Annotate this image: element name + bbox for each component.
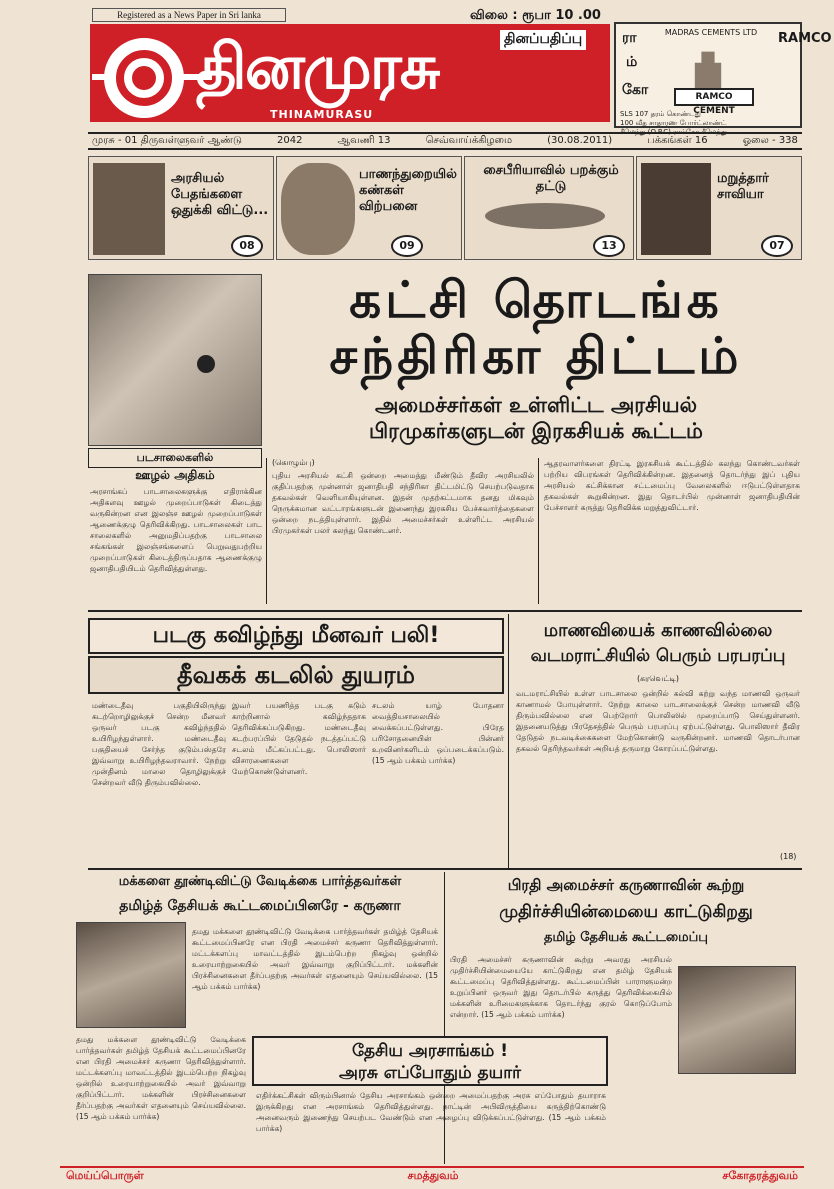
- lead-subhead-line1: அமைச்சர்கள் உள்ளிட்ட அரசியல்: [374, 393, 698, 417]
- lead-photo-caption-box: படசாலைகளில்: [88, 448, 262, 468]
- dateline: [88, 132, 802, 150]
- tna-photo: [678, 966, 796, 1074]
- ufo-image: [485, 203, 605, 229]
- masthead-english: THINAMURASU: [270, 108, 374, 121]
- dateline-issue: முரசு - 01 திருவள்ளுவர் ஆண்டு: [92, 135, 242, 146]
- ad-ra: ரா: [622, 30, 637, 46]
- microphone-icon: [197, 355, 215, 373]
- ad-line2: 100 வீத சாதாரண போர்ட்லாண்ட்: [620, 119, 727, 127]
- ad-m: ம்: [626, 54, 638, 70]
- student-page-ref: (18): [780, 852, 797, 861]
- lead-body-right: ஆதரவாளர்களை திரட்டி இரகசியக் கூட்டத்தில் கலந்து கொண்டவர்கள் பற்றிய விபரங்கள் தெரிவிக்கின்றன. இதனைத் தொடர்ந்து இப் புதிய அரசியல் கட்சிக்கான சட்டமைப்பு வேலைகளில் ஈடுபட்டுள்ளதாக தகவல்கள் கூறுகின்றன. இது தொடர்பில் முன்னாள் ஜனாதிபதியின் பேச்சாளர் கருத்து தெரிவிக்க மறுத்துவிட்டார்.: [544, 459, 800, 512]
- daily-edition-label: தினப்பதிப்பு: [500, 30, 586, 50]
- price-label: விலை : ரூபா 10 .00: [470, 8, 601, 23]
- lead-subhead: [270, 392, 802, 444]
- teaser-4-photo: [641, 163, 711, 255]
- boat-body-b: இவர் பயணித்த படகு கடும் காற்றினால் கவிழ்ந்ததாக தெரிவிக்கப்படுகிறது. மண்டைதீவு கடற்பரப்பில் தேடுதல் நடத்தப்பட்டு சடலம் மீட்கப்பட்டது. பொலிஸார் விசாரணைகளை மேற்கொண்டுள்ளனர்.: [232, 701, 366, 776]
- tna-headline-1[interactable]: பிரதி அமைச்சர் கருணாவின் கூற்று: [507, 876, 745, 894]
- ad-line3: சீமெந்து (O.P.C) ராம்கோ சீமெந்து: [620, 128, 727, 136]
- teaser-3[interactable]: [464, 156, 634, 260]
- lead-dateline-tag: (கொழும்பு): [272, 458, 315, 467]
- teaser-4-text: மறுத்தார் சாவியா: [717, 171, 769, 202]
- target-icon: [104, 38, 184, 118]
- boat-body-c: சடலம் யாழ் போதனா வைத்தியசாலையில் வைக்கப்பட்டுள்ளது. பிரேத பரிசோதனையின் பின்னர் உறவினர்களிடம் ஒப்படைக்கப்படும். (15 ஆம் பக்கம் பார்க்க): [372, 701, 504, 765]
- registration-note: Registered as a News Paper in Sri lanka: [92, 8, 286, 22]
- student-headline[interactable]: மாணவியைக் காணவில்லை: [543, 620, 773, 641]
- lead-photo-caption: ஊழல் அதிகம்: [135, 468, 215, 482]
- tna-body: பிரதி அமைச்சர் கருணாவின் கூற்று அவரது அரசியல் முதிர்ச்சியின்மையையே காட்டுகிறது என தமிழ் தேசியக் கூட்டமைப்பு தெரிவித்துள்ளது. கூட்டமைப்பின் பாராளுமன்ற உறுப்பினர் ஒருவர் இது தொடர்பில் கருத்து தெரிவிக்கையில் மக்களின் உரிமைகளுக்காக தொடர்ந்து குரல் கொடுப்போம் என்றார். (15 ஆம் பக்கம் பார்க்க): [450, 955, 672, 1019]
- natgov-headline-2: அரசு எப்போதும் தயார்: [339, 1063, 521, 1083]
- karuna-body-cont: தமது மக்களை தூண்டிவிட்டு வேடிக்கை பார்த்தவர்கள் தமிழ்த் தேசியக் கூட்டமைப்பினரே என பிரதி அமைச்சர் கருணா தெரிவித்துள்ளார். மட்டக்களப்பு மாவட்டத்தில் இடம்பெற்ற நிகழ்வு ஒன்றில் உரையாற்றுகையில் அவர் இவ்வாறு குறிப்பிட்டார். மக்களின் பிரச்சினைகளை தீர்ப்பதற்கு அவர்கள் எதனையும் செய்யவில்லை. (15 ஆம் பக்கம் பார்க்க): [76, 1035, 246, 1121]
- teaser-1-photo: [93, 163, 165, 255]
- lead-body-mid: புதிய அரசியல் கட்சி ஒன்றை அமைத்து மீண்டும் தீவிர அரசியலில் குதிப்பதற்கு முன்னாள் ஜனாதிபதி சந்திரிகா திட்டமிட்டு செயற்படுவதாக தகவல்கள் வெளியாகியுள்ளன. இதன் முதற்கட்டமாக தனது மிகவும் நெருக்கமான வட்டாரங்களுடன் இணைந்து இரகசிய பேச்சுவார்த்தைகளை ஒன்றை நடத்தியுள்ளார். இதில் அமைச்சர்கள் உள்ளிட்ட அரசியல் பிரமுகர்கள் பலர் கலந்து கொண்டனர்.: [272, 471, 534, 535]
- teaser-4[interactable]: [636, 156, 802, 260]
- school-corruption-body: அரசாங்கப் பாடசாலைகளுக்கு எதிராக்கின அதிகளவு ஊழல் முறைப்பாடுகள் கிடைத்து வருகின்றன என இலஞ்ச ஊழல் முறைப்பாடுகள் ஆணைக்குழு தெரிவிக்கிறது. பாடசாலைகள் பாட சாலைகளில் அனுமதிப்பதற்கு பாடசாலை சங்கங்கள் இலஞ்சங்களைப் பெறுவதுபற்றிய முறைப்பாடுகள் கிடைத்திருப்பதாக ஆணைக்குழு ஜனாதிபதியிடம் தெரிவித்துள்ளது.: [90, 487, 262, 573]
- natgov-body: எதிர்க்கட்சிகள் விரும்பினால் தேசிய அரசாங்கம் ஒன்றை அமைப்பதற்கு அரசு எப்போதும் தயாராக இருக்கிறது என அரசாங்கம் தெரிவித்துள்ளது. நாட்டின் அபிவிருத்தியை கருத்திற்கொண்டு அனைவரும் இணைந்து செயற்பட வேண்டும் என அழைப்பு விடுக்கப்பட்டுள்ளது. (15 ஆம் பக்கம் பார்க்க): [256, 1091, 606, 1133]
- dateline-date: (30.08.2011): [547, 135, 613, 146]
- student-tag: (கரவெட்டி): [636, 674, 680, 683]
- ad-company: MADRAS CEMENTS LTD: [664, 28, 758, 37]
- ad-sls-line: SLS 107 தரம் கொண்டது: [620, 110, 701, 118]
- lead-headline-line1: கட்சி தொடங்க: [349, 271, 723, 329]
- teaser-2-page: 09: [391, 235, 423, 257]
- teaser-3-text: சைபீரியாவில் பறக்கும் தட்டு: [483, 163, 619, 194]
- natgov-headline-1: தேசிய அரசாங்கம் !: [351, 1041, 509, 1061]
- boat-subhead: தீவகக் கடலில் துயரம்: [88, 656, 504, 694]
- teaser-2-text: பாணந்துறையில் கண்கள் விற்பனை: [359, 167, 457, 214]
- student-body: வடமராட்சியில் உள்ள பாடசாலை ஒன்றில் கல்வி கற்று வந்த மாணவி ஒருவர் காணாமல் போயுள்ளார். நேற்று காலை பாடசாலைக்குச் சென்ற மாணவி வீடு திரும்பவில்லை என பெற்றோர் பொலிஸில் முறைப்பாடு செய்துள்ளனர். இதனையடுத்து பிரதேசத்தில் பெரும் பரபரப்பு ஏற்பட்டுள்ளது. பொலிஸார் தீவிர தேடுதல் நடவடிக்கைகளை மேற்கொண்டு வருகின்றனர். மாணவி தொடர்பான தகவல் தெரிந்தவர்கள் அறியத் தருமாறு கோரப்பட்டுள்ளது.: [516, 689, 800, 753]
- teaser-1-page: 08: [231, 235, 263, 257]
- dateline-edition: ஓலை - 338: [742, 135, 798, 146]
- boat-headline[interactable]: படகு கவிழ்ந்து மீனவர் பலி!: [88, 618, 504, 654]
- student-subhead: வடமராட்சியில் பெரும் பரபரப்பு: [530, 646, 786, 666]
- tna-headline-3: தமிழ் தேசியக் கூட்டமைப்பு: [544, 930, 708, 945]
- boat-body-a: மண்டைதீவு பகுதியிலிருந்து கடற்றொழிலுக்குச் சென்ற மீனவர் ஒருவர் படகு கவிழ்ந்ததில் உயிரிழந்துள்ளார். மண்டைதீவு பகுதியைச் சேர்ந்த குடும்பஸ்தரே இவ்வாறு உயிரிழந்தவராவார். நேற்று முன்தினம் மாலை தொழிலுக்குச் சென்றவர் வீடு திரும்பவில்லை.: [92, 701, 226, 787]
- teaser-2-eye-photo: [281, 163, 355, 255]
- teaser-1-text: அரசியல் பேதங்களை ஒதுக்கி விட்டு...: [171, 171, 269, 218]
- teaser-3-page: 13: [593, 235, 625, 257]
- teaser-2[interactable]: [276, 156, 462, 260]
- tna-headline-2: முதிர்ச்சியின்மையை காட்டுகிறது: [499, 902, 753, 922]
- ad-ramco-vertical: RAMCO: [778, 31, 832, 46]
- dateline-day: செவ்வாய்க்கிழமை: [425, 135, 513, 146]
- dateline-year: 2042: [276, 135, 303, 146]
- ad-ko: கோ: [622, 82, 649, 98]
- footer-center: சமத்துவம்: [407, 1168, 459, 1182]
- teaser-1[interactable]: [88, 156, 274, 260]
- ad-product: RAMCO CEMENT: [674, 88, 754, 106]
- lead-photo: [88, 274, 262, 446]
- masthead-logo: தினமுரசு: [196, 30, 439, 103]
- karuna-photo: [76, 922, 186, 1028]
- dateline-month: ஆவணி 13: [337, 135, 391, 146]
- karuna-body: தமது மக்களை தூண்டிவிட்டு வேடிக்கை பார்த்தவர்கள் தமிழ்த் தேசியக் கூட்டமைப்பினரே என பிரதி அமைச்சர் கருணா தெரிவித்துள்ளார். மட்டக்களப்பு மாவட்டத்தில் இடம்பெற்ற நிகழ்வு ஒன்றில் உரையாற்றுகையில் அவர் இவ்வாறு குறிப்பிட்டார். மக்களின் பிரச்சினைகளை தீர்ப்பதற்கு அவர்கள் எதனையும் செய்யவில்லை. (15 ஆம் பக்கம் பார்க்க): [192, 927, 438, 991]
- dateline-pages: பக்கங்கள் 16: [647, 135, 708, 146]
- footer: [60, 1166, 804, 1184]
- karuna-headline-2: தமிழ்த் தேசியக் கூட்டமைப்பினரே - கருணா: [119, 898, 401, 914]
- teaser-4-page: 07: [761, 235, 793, 257]
- ramco-advertisement: [614, 22, 832, 136]
- lead-headline[interactable]: [270, 272, 802, 384]
- karuna-headline-1[interactable]: மக்களை தூண்டிவிட்டு வேடிக்கை பார்த்தவர்கள்: [118, 874, 402, 889]
- lead-subhead-line2: பிரமுகர்களுடன் இரகசியக் கூட்டம்: [369, 419, 703, 443]
- lead-headline-line2: சந்திரிகா திட்டம்: [329, 327, 743, 385]
- footer-left: மெய்ப்பொருள்: [66, 1168, 144, 1182]
- footer-right: சகோதரத்துவம்: [722, 1168, 798, 1182]
- natgov-headline-box[interactable]: [252, 1036, 608, 1086]
